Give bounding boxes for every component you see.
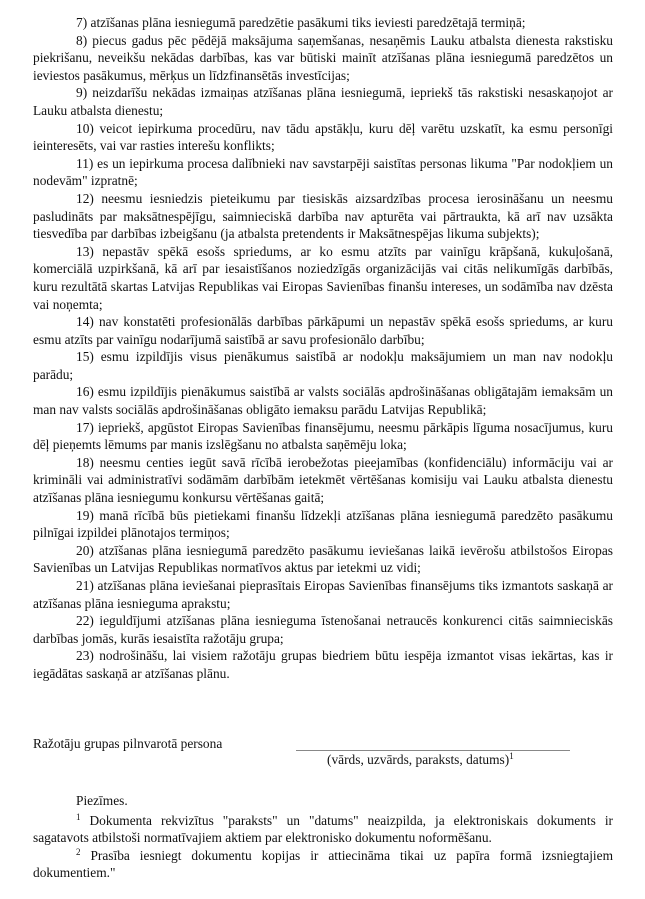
note-text: Prasība iesniegt dokumentu kopijas ir attiecināma tikai uz papīra formā izsniegtajiem dokumentiem."	[33, 847, 613, 881]
list-item: 23) nodrošināšu, lai visiem ražotāju grupas biedriem būtu iespēja izmantot visas iekārtas, kas ir iegādātas saskaņā ar atzīšanas plānu.	[33, 648, 613, 681]
list-item: 7) atzīšanas plāna iesniegumā paredzētie pasākumi tiks ieviesti paredzētajā termiņā;	[76, 15, 526, 30]
signature-caption	[327, 752, 514, 768]
list-item: 11) es un iepirkuma procesa dalībnieki nav savstarpēji saistītas personas likuma "Par nodokļiem un nodevām" izpratnē;	[33, 155, 613, 189]
notes-title: Piezīmes.	[76, 793, 128, 808]
list-item: 22) ieguldījumi atzīšanas plāna iesnieguma īstenošanai netraucēs konkurenci citās saimnieciskās darbības jomās, kurās iesaistīta ražotāju grupa;	[33, 613, 613, 646]
list-item: 8) piecus gadus pēc pēdējā maksājuma saņemšanas, nesaņēmis Lauku atbalsta dienesta rakstisku piekrišanu, neveikšu nekādas darbības, kas var būtiski mainīt atzīšanas plāna iesniegumā paredzētos un ieviestos pasākumus, mērķus un līdzfinansētās investīcijas;	[33, 32, 613, 83]
notes-section	[33, 793, 613, 882]
note-item	[33, 847, 613, 882]
signature-block	[33, 736, 613, 786]
declaration-list	[33, 14, 613, 683]
note-item	[33, 812, 613, 847]
list-item: 21) atzīšanas plāna ieviešanai pieprasītais Eiropas Savienības finansējums tiks izmantots saskaņā ar atzīšanas plāna iesnieguma aprakstu;	[33, 578, 613, 611]
list-item: 14) nav konstatēti profesionālās darbības pārkāpumi un nepastāv spēkā esošs spriedums, ar kuru esmu atzīts par vainīgu nodarījumā saistībā ar savu profesionālo darbību;	[33, 314, 613, 347]
footnote-mark: 1	[509, 751, 514, 761]
list-item: 10) veicot iepirkuma procedūru, nav tādu apstākļu, kuru dēļ varētu uzskatīt, ka esmu personīgi ieinteresēts, vai var rasties interešu konflikts;	[33, 120, 613, 154]
note-mark: 2	[76, 846, 81, 857]
list-item: 15) esmu izpildījis visus pienākumus saistībā ar nodokļu maksājumiem un man nav nodokļu parādu;	[33, 349, 613, 382]
signature-label: Ražotāju grupas pilnvarotā persona	[33, 736, 223, 751]
list-item: 17) iepriekš, apgūstot Eiropas Savienības finansējumu, neesmu pārkāpis līguma nosacījumus, kuru dēļ pieņemts lēmums par manis izslēgšanu no atbalsta saņēmēju loka;	[33, 419, 613, 453]
note-text: Dokumenta rekvizītus "paraksts" un "datums" neaizpilda, ja elektroniskais dokuments ir sagatavots atbilstoši normatīvajiem aktiem par elektronisko dokumentu noformēšanu.	[33, 813, 613, 846]
list-item: 9) neizdarīšu nekādas izmaiņas atzīšanas plāna iesniegumā, iepriekš tās rakstiski nesaskaņojot ar Lauku atbalsta dienestu;	[33, 85, 613, 118]
list-item: 19) manā rīcībā būs pietiekami finanšu līdzekļi atzīšanas plāna iesniegumā paredzēto pasākumu pilnīgai izpildei plānotajos termiņos;	[33, 507, 613, 541]
list-item: 20) atzīšanas plāna iesniegumā paredzēto pasākumu ieviešanas laikā ievērošu atbilstošos Eiropas Savienības un Latvijas Republikas normatīvos aktus par ietekmi uz vidi;	[33, 542, 613, 576]
list-item: 12) neesmu iesniedzis pieteikumu par tiesiskās aizsardzības procesa ierosināšanu un neesmu pasludināts par maksātnespējīgu, saimnieciskā darbība nav apturēta vai pārtraukta, kā arī nav uzsākta tiesvedība par darbības izbeigšanu (ja atbalsta pretendents ir Maksātnespējas likuma subjekts);	[33, 190, 613, 242]
note-mark: 1	[76, 812, 81, 822]
list-item: 13) nepastāv spēkā esošs spriedums, ar ko esmu atzīts par vainīgu krāpšanā, kukuļošanā, komerciālā uzpirkšanā, kā arī par iesaistīšanos noziedzīgās organizācijās vai citās nelikumīgās darbībās, kuru rezultātā skartas Latvijas Republikas vai Eiropas Savienības finanšu intereses, un sodāmība nav dzēsta vai noņemta;	[33, 243, 613, 312]
signature-line	[296, 750, 570, 751]
list-item: 18) neesmu centies iegūt savā rīcībā ierobežotas pieejamības (konfidenciālu) informāciju vai ar krimināli vai administratīvi sodāmām darbībām ietekmēt vērtēšanas komisiju vai Lauku atbalsta dienestu atzīšanas plāna iesniegumu konkursu vērtēšanas gaitā;	[33, 454, 613, 506]
list-item: 16) esmu izpildījis pienākumus saistībā ar valsts sociālās apdrošināšanas obligātajām iemaksām un man nav valsts sociālās apdrošināšanas obligāto iemaksu parādu Latvijas Republikā;	[33, 384, 613, 418]
signature-caption-text: (vārds, uzvārds, paraksts, datums)	[327, 752, 510, 767]
